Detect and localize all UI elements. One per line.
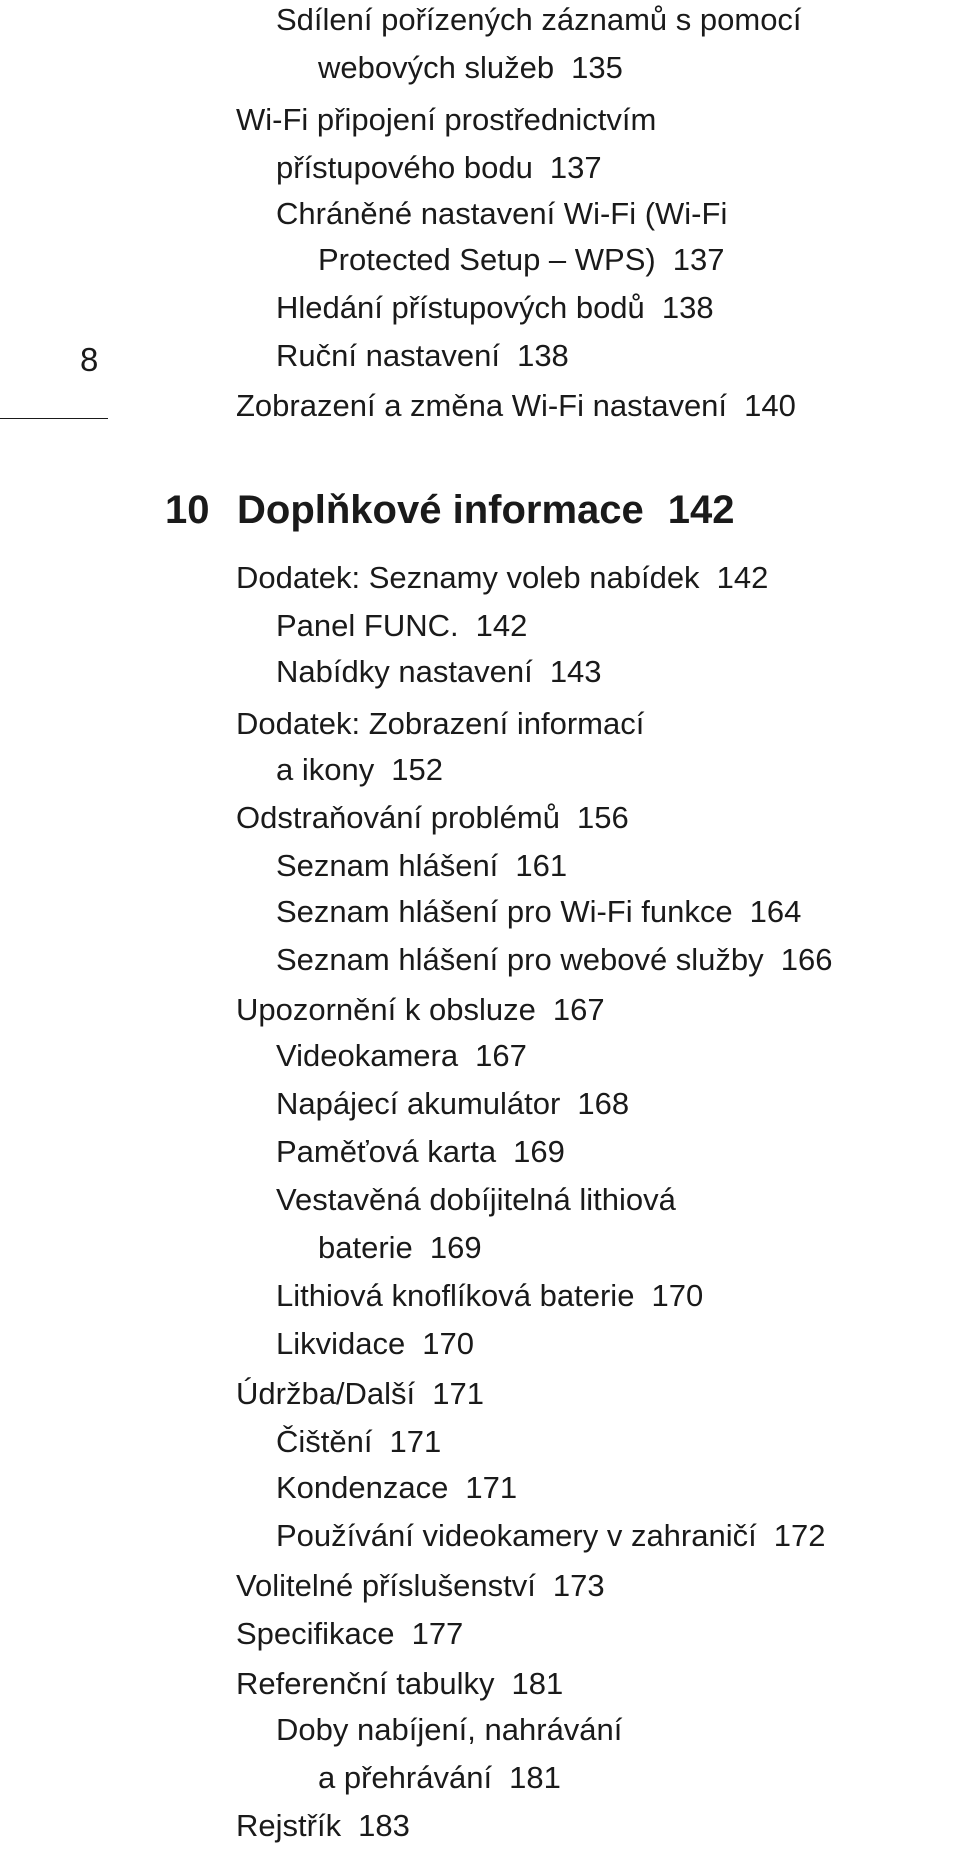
toc-entry[interactable]: Dodatek: Zobrazení informací [236, 706, 645, 741]
toc-entry[interactable]: webových služeb 135 [318, 50, 623, 85]
page-number: 8 [80, 341, 99, 378]
toc-entry[interactable]: Wi-Fi připojení prostřednictvím [236, 102, 657, 137]
toc-entry[interactable]: Ruční nastavení 138 [276, 338, 569, 373]
toc-entry[interactable]: Používání videokamery v zahraničí 172 [276, 1518, 826, 1553]
toc-entry[interactable]: přístupového bodu 137 [276, 150, 602, 185]
toc-entry[interactable]: Referenční tabulky 181 [236, 1666, 564, 1701]
chapter-number: 10 [165, 488, 210, 532]
toc-entry[interactable]: Likvidace 170 [276, 1326, 475, 1361]
toc-entry[interactable]: Vestavěná dobíjitelná lithiová [276, 1182, 676, 1217]
toc-entry[interactable]: Seznam hlášení pro webové služby 166 [276, 942, 833, 977]
toc-entry[interactable]: a ikony 152 [276, 752, 444, 787]
toc-entry[interactable]: Upozornění k obsluze 167 [236, 992, 605, 1027]
toc-entry[interactable]: Nabídky nastavení 143 [276, 654, 602, 689]
toc-entry[interactable]: Zobrazení a změna Wi-Fi nastavení 140 [236, 388, 796, 423]
toc-entry[interactable]: Panel FUNC. 142 [276, 608, 528, 643]
page-number-rule [0, 418, 108, 419]
toc-entry[interactable]: a přehrávání 181 [318, 1760, 561, 1795]
toc-entry[interactable]: Chráněné nastavení Wi-Fi (Wi-Fi [276, 196, 728, 231]
toc-entry[interactable]: Dodatek: Seznamy voleb nabídek 142 [236, 560, 769, 595]
chapter-heading[interactable] [165, 486, 735, 534]
chapter-title: Doplňkové informace [237, 488, 644, 532]
toc-entry[interactable]: Videokamera 167 [276, 1038, 527, 1073]
toc-entry[interactable]: Seznam hlášení pro Wi-Fi funkce 164 [276, 894, 802, 929]
toc-entry[interactable]: Paměťová karta 169 [276, 1134, 565, 1169]
toc-entry[interactable]: Hledání přístupových bodů 138 [276, 290, 714, 325]
toc-entry[interactable]: Volitelné příslušenství 173 [236, 1568, 605, 1603]
toc-entry[interactable]: Kondenzace 171 [276, 1470, 518, 1505]
toc-entry[interactable]: Údržba/Další 171 [236, 1376, 484, 1411]
toc-entry[interactable]: Rejstřík 183 [236, 1808, 410, 1843]
toc-entry[interactable]: Doby nabíjení, nahrávání [276, 1712, 623, 1747]
toc-entry[interactable]: baterie 169 [318, 1230, 482, 1265]
toc-entry[interactable]: Sdílení pořízených záznamů s pomocí [276, 2, 802, 37]
toc-entry[interactable]: Lithiová knoflíková baterie 170 [276, 1278, 704, 1313]
chapter-page: 142 [667, 488, 735, 532]
toc-entry[interactable]: Odstraňování problémů 156 [236, 800, 629, 835]
toc-entry[interactable]: Seznam hlášení 161 [276, 848, 568, 883]
toc-entry[interactable]: Čištění 171 [276, 1424, 442, 1459]
toc-entry[interactable]: Specifikace 177 [236, 1616, 464, 1651]
toc-entry[interactable]: Napájecí akumulátor 168 [276, 1086, 630, 1121]
toc-entry[interactable]: Protected Setup – WPS) 137 [318, 242, 725, 277]
